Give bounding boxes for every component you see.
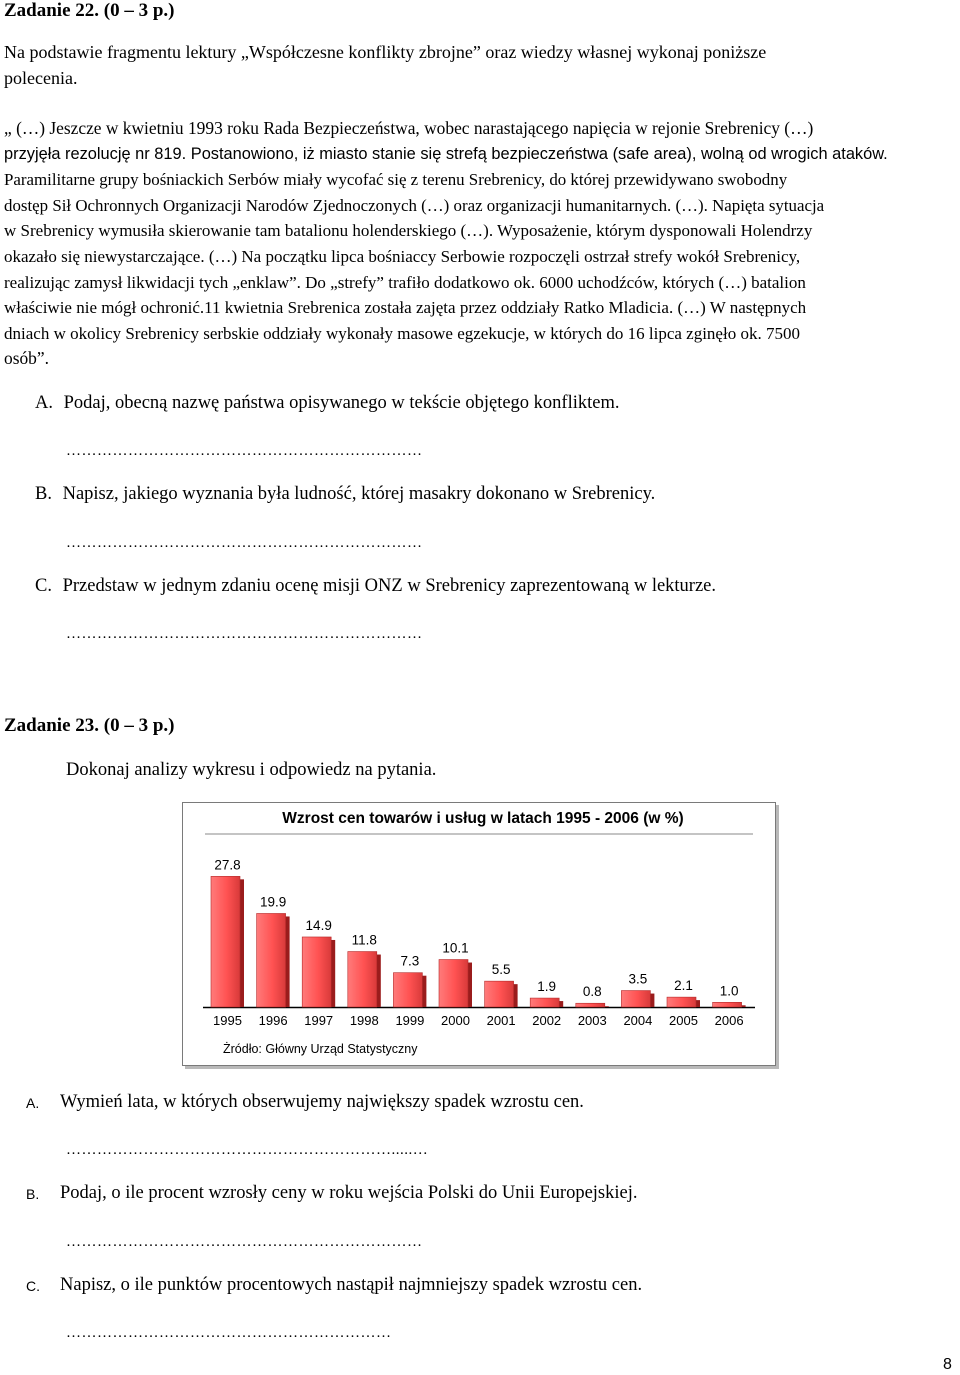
bar-1999 xyxy=(393,973,422,1007)
task23-instruction: Dokonaj analizy wykresu i odpowiedz na pytania. xyxy=(66,760,437,780)
value-label-2000: 10.1 xyxy=(442,940,469,956)
category-label-2002: 2002 xyxy=(532,1013,562,1028)
value-label-2003: 0.8 xyxy=(582,984,602,1000)
task23-heading: Zadanie 23. (0 – 3 p.) xyxy=(4,715,175,736)
task23-question-a-label: A. xyxy=(26,1095,40,1111)
question-label: C. xyxy=(35,576,52,596)
task23-answer-line-a[interactable]: ……………………………………………………….....… xyxy=(66,1142,429,1158)
value-label-1999: 7.3 xyxy=(400,953,420,969)
category-label-1997: 1997 xyxy=(304,1013,334,1028)
category-label-1996: 1996 xyxy=(258,1013,288,1028)
excerpt-line: właściwie nie mógł ochronić.11 kwietnia Srebrenica została zajęta przez oddziały Ratko Mladicia. (…) W następnych xyxy=(4,298,807,318)
bar-2006 xyxy=(713,1002,742,1007)
excerpt-line: okazało się niewystarczające. (…) Na początku lipca bośniaccy Serbowie rozpoczęli ostrzał strefy wokół Srebrenicy, xyxy=(4,246,801,266)
task23-question-c-label: C. xyxy=(26,1278,40,1294)
task22-answer-line-b[interactable]: …………………………………………………………… xyxy=(66,535,423,551)
question-text: Napisz, jakiego wyznania była ludność, której masakry dokonano w Srebrenicy. xyxy=(62,484,656,504)
category-label-2004: 2004 xyxy=(623,1013,653,1028)
bar-2005 xyxy=(667,997,696,1007)
task22-question-a xyxy=(35,393,620,414)
excerpt-line: „ (…) Jeszcze w kwietniu 1993 roku Rada Bezpieczeństwa, wobec narastającego napięcia w rejonie Srebrenicy (…) xyxy=(4,118,814,138)
task23-answer-line-c[interactable]: ……………………………………………………… xyxy=(66,1325,392,1341)
task22-question-c xyxy=(35,576,716,597)
value-label-2001: 5.5 xyxy=(491,962,511,978)
category-label-2001: 2001 xyxy=(486,1013,516,1028)
page-number: 8 xyxy=(943,1356,952,1373)
task23-question-c: Napisz, o ile punktów procentowych nastąpił najmniejszy spadek wzrostu cen. xyxy=(60,1275,643,1295)
value-label-2002: 1.9 xyxy=(537,979,557,995)
excerpt-line: osób”. xyxy=(4,348,49,369)
inflation-bar-chart xyxy=(182,802,776,1066)
task23-question-a: Wymień lata, w których obserwujemy największy spadek wzrostu cen. xyxy=(60,1092,584,1112)
task22-answer-line-c[interactable]: …………………………………………………………… xyxy=(66,626,423,642)
task22-answer-line-a[interactable]: …………………………………………………………… xyxy=(66,443,423,459)
value-label-2005: 2.1 xyxy=(674,978,693,994)
question-text: Podaj, obecną nazwę państwa opisywanego w tekście objętego konfliktem. xyxy=(63,393,620,413)
chart-source: Żródło: Główny Urząd Statystyczny xyxy=(223,1042,418,1056)
bar-1996 xyxy=(257,913,286,1007)
task23-question-b-label: B. xyxy=(26,1186,40,1202)
bar-2002 xyxy=(530,998,559,1007)
question-label: B. xyxy=(35,484,52,504)
excerpt-line: dniach w okolicy Srebrenicy serbskie oddziały wykonały masowe egzekucje, w których do 16 lipca zginęło ok. 7500 xyxy=(4,323,800,343)
chart-title: Wzrost cen towarów i usług w latach 1995 - 2006 (w %) xyxy=(282,810,684,827)
excerpt-line: przyjęła rezolucję nr 819. Postanowiono, iż miasto stanie się strefą bezpieczeństwa (safe area), wolną od wrogich ataków. xyxy=(4,144,888,163)
category-label-2006: 2006 xyxy=(714,1013,744,1028)
bar-2004 xyxy=(621,991,650,1007)
category-label-2000: 2000 xyxy=(441,1013,470,1028)
value-label-1995: 27.8 xyxy=(214,857,241,873)
excerpt-line: w Srebrenicy wymusiła skierowanie tam batalionu holenderskiego (…). Wyposażenie, którym dysponowali Holendrzy xyxy=(4,221,813,241)
bar-1998 xyxy=(348,952,377,1007)
bar-1997 xyxy=(302,937,331,1007)
category-label-1999: 1999 xyxy=(395,1013,425,1028)
task23-answer-line-b[interactable]: …………………………………………………………… xyxy=(66,1234,423,1250)
bars-group xyxy=(203,857,755,1028)
excerpt-line: realizując zamysł likwidacji tych „enklaw”. Do „strefy” trafiło dodatkowo ok. 6000 uchodźców, których (…) batalion xyxy=(4,272,806,292)
value-label-1997: 14.9 xyxy=(305,917,332,933)
task22-reading-excerpt xyxy=(4,116,950,372)
category-label-1995: 1995 xyxy=(213,1013,242,1028)
category-label-2003: 2003 xyxy=(577,1013,607,1028)
chart-canvas xyxy=(183,803,775,1065)
excerpt-line: dostęp Sił Ochronnych Organizacji Narodów Zjednoczonych (…) oraz organizacji humanitarnych. (…). Napięta sytuacja xyxy=(4,195,825,215)
excerpt-line: Paramilitarne grupy bośniackich Serbów miały wycofać się z terenu Srebrenicy, do której przewidywano swobodny xyxy=(4,170,788,190)
value-label-2004: 3.5 xyxy=(628,971,648,987)
category-label-1998: 1998 xyxy=(349,1013,379,1028)
question-text: Przedstaw w jednym zdaniu ocenę misji ONZ w Srebrenicy zaprezentowaną w lekturze. xyxy=(62,576,717,596)
task23-question-b: Podaj, o ile procent wzrosły ceny w roku wejścia Polski do Unii Europejskiej. xyxy=(60,1183,638,1203)
value-label-2006: 1.0 xyxy=(719,983,739,999)
value-label-1996: 19.9 xyxy=(259,894,287,910)
task22-intro-line2: polecenia. xyxy=(4,68,78,88)
task22-heading: Zadanie 22. (0 – 3 p.) xyxy=(4,0,175,21)
bar-1995 xyxy=(211,876,240,1007)
bar-2000 xyxy=(439,960,468,1007)
task22-question-b xyxy=(35,484,655,505)
value-label-1998: 11.8 xyxy=(351,932,377,948)
bar-2003 xyxy=(576,1003,605,1007)
bar-2001 xyxy=(485,981,514,1007)
category-label-2005: 2005 xyxy=(669,1013,698,1028)
question-label: A. xyxy=(35,393,53,413)
task22-intro-line1: Na podstawie fragmentu lektury „Współczesne konflikty zbrojne” oraz wiedzy własnej wykonaj poniższe xyxy=(4,42,767,62)
